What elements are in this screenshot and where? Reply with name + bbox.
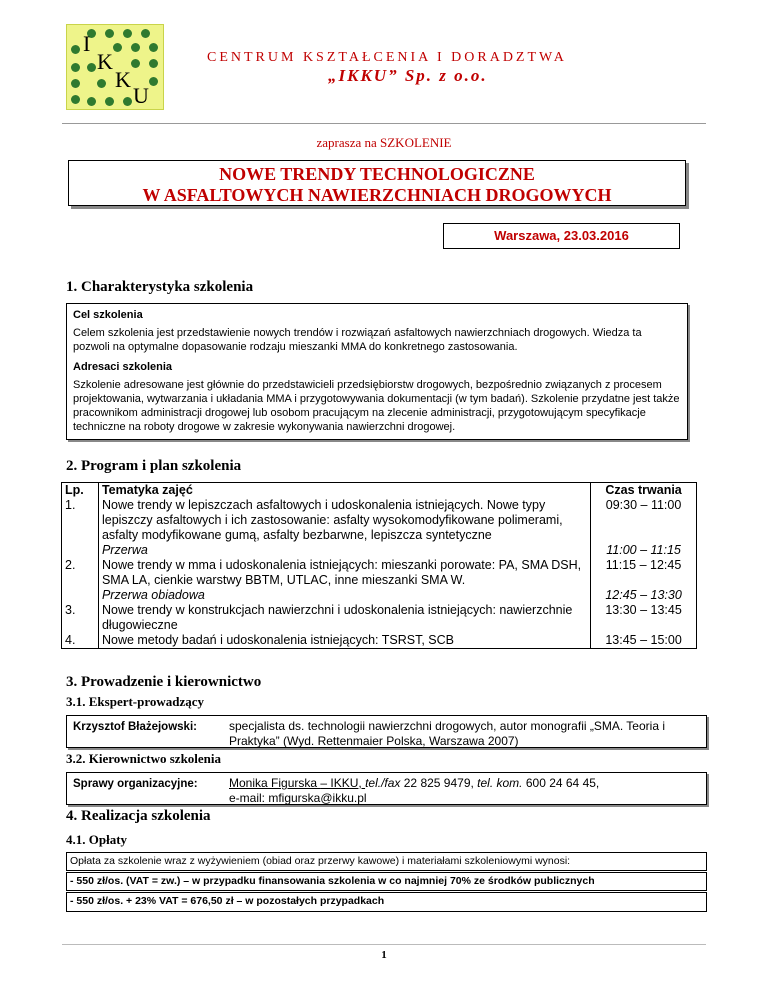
table-row bbox=[62, 603, 697, 633]
expert-description: specjalista ds. technologii nawierzchni drogowych, autor monografii „SMA. Teoria i Praktyka” (Wyd. Rettenmaier Polska, Warszawa 2007) bbox=[229, 719, 665, 748]
subsection-heading-expert: 3.1. Ekspert-prowadzący bbox=[66, 694, 205, 709]
table-row bbox=[62, 588, 697, 603]
table-row bbox=[62, 498, 697, 543]
contact-company: – IKKU, bbox=[320, 776, 366, 790]
contact-email: e-mail: mfigurska@ikku.pl bbox=[229, 791, 367, 805]
section-heading-realization: 4. Realizacja szkolenia bbox=[66, 808, 211, 824]
training-title-line2: W ASFALTOWYCH NAWIERZCHNIACH DROGOWYCH bbox=[142, 185, 612, 205]
management-box bbox=[66, 772, 707, 805]
contact-kom-label: tel. kom. bbox=[477, 776, 523, 790]
header-divider bbox=[62, 123, 706, 124]
row-time: 13:30 – 13:45 bbox=[591, 603, 697, 633]
row-topic: Przerwa bbox=[98, 543, 590, 558]
logo-letter-k2: K bbox=[115, 67, 131, 92]
column-header-lp: Lp. bbox=[62, 483, 99, 499]
row-time: 13:45 – 15:00 bbox=[591, 633, 697, 649]
training-title-line1: NOWE TRENDY TECHNOLOGICZNE bbox=[219, 164, 535, 184]
training-date: Warszawa, 23.03.2016 bbox=[443, 223, 680, 249]
expert-name: Krzysztof Błażejowski: bbox=[73, 721, 197, 733]
section-heading-leadership: 3. Prowadzenie i kierownictwo bbox=[66, 674, 262, 690]
characteristics-box bbox=[66, 303, 688, 440]
row-time: 11:15 – 12:45 bbox=[591, 558, 697, 588]
page-number: 1 bbox=[381, 949, 387, 961]
fee-intro: Opłata za szkolenie wraz z wyżywieniem (obiad oraz przerwy kawowe) i materiałami szkoleniowymi wynosi: bbox=[66, 852, 707, 871]
footer-divider bbox=[62, 944, 706, 945]
row-lp: 1. bbox=[62, 498, 99, 543]
row-time: 12:45 – 13:30 bbox=[591, 588, 697, 603]
logo-letter-u: U bbox=[133, 83, 149, 108]
table-header-row bbox=[62, 483, 697, 499]
column-header-topic: Tematyka zajęć bbox=[98, 483, 590, 499]
row-topic: Nowe trendy w konstrukcjach nawierzchni i udoskonalenia istniejących: nawierzchnie długowieczne bbox=[98, 603, 590, 633]
row-topic: Nowe metody badań i udoskonalenia istniejących: TSRST, SCB bbox=[98, 633, 590, 649]
row-lp: 2. bbox=[62, 558, 99, 588]
contact-info bbox=[229, 776, 699, 806]
row-topic: Przerwa obiadowa bbox=[98, 588, 590, 603]
organization-name: CENTRUM KSZTAŁCENIA I DORADZTWA bbox=[207, 50, 567, 65]
fee-other: - 550 zł/os. + 23% VAT = 676,50 zł – w pozostałych przypadkach bbox=[66, 892, 707, 912]
subsection-heading-management: 3.2. Kierownictwo szkolenia bbox=[66, 751, 222, 766]
organization-subtitle: „IKKU” Sp. z o.o. bbox=[328, 66, 488, 85]
logo-letter-i: I bbox=[83, 31, 91, 56]
goal-label: Cel szkolenia bbox=[73, 309, 143, 321]
table-row bbox=[62, 543, 697, 558]
row-time: 11:00 – 11:15 bbox=[591, 543, 697, 558]
expert-box bbox=[66, 715, 707, 748]
audience-label: Adresaci szkolenia bbox=[73, 361, 173, 373]
logo-letter-k1: K bbox=[97, 49, 113, 74]
contact-tel-label: tel./fax bbox=[365, 776, 401, 790]
contact-kom: 600 24 64 45, bbox=[522, 776, 600, 790]
section-heading-characteristics: 1. Charakterystyka szkolenia bbox=[66, 279, 254, 295]
company-logo bbox=[66, 24, 164, 110]
table-row bbox=[62, 558, 697, 588]
row-topic: Nowe trendy w lepiszczach asfaltowych i udoskonalenia istniejących. Nowe typy lepiszczy asfaltowych i ich zastosowanie: asfalty wysokomodyfikowane polimerami, asfalty modyfikowane gumą, asfalty bezbarwne, lepiszcza syntetyczne bbox=[98, 498, 590, 543]
row-topic: Nowe trendy w mma i udoskonalenia istniejących: mieszanki porowate: PA, SMA DSH, SMA LA, cienkie warstwy BBTM, UTLAC, inne mieszanki SMA W. bbox=[98, 558, 590, 588]
row-lp bbox=[62, 543, 99, 558]
row-time: 09:30 – 11:00 bbox=[591, 498, 697, 543]
column-header-time: Czas trwania bbox=[591, 483, 697, 499]
subsection-heading-fees: 4.1. Opłaty bbox=[66, 832, 128, 847]
training-title-box bbox=[68, 160, 686, 206]
organizational-label: Sprawy organizacyjne: bbox=[73, 778, 198, 790]
row-lp bbox=[62, 588, 99, 603]
invite-text: zaprasza na SZKOLENIE bbox=[316, 135, 452, 150]
fee-public: - 550 zł/os. (VAT = zw.) – w przypadku finansowania szkolenia w co najmniej 70% ze środków publicznych bbox=[66, 872, 707, 891]
row-lp: 3. bbox=[62, 603, 99, 633]
audience-text: Szkolenie adresowane jest głównie do przedstawicieli przedsiębiorstw drogowych, bezpośrednio związanych z procesem projektowania, wytwarzania i układania MMA i przygotowywania dokumentacji (w tym badań). Szkolenie przydatne jest także pracownikom administracji drogowej lub osobom pracującym na zlecenie administracji, przygotowującym specyfikacje techniczne na roboty drogowe w zakresie wykonywania nawierzchni drogowej. bbox=[73, 379, 680, 433]
row-lp: 4. bbox=[62, 633, 99, 649]
table-row bbox=[62, 633, 697, 649]
goal-text: Celem szkolenia jest przedstawienie nowych trendów i rozwiązań asfaltowych nawierzchniach drogowych. Wiedza ta pozwoli na optymalne dopasowanie rodzaju mieszanki MMA do konkretnego zastosowania. bbox=[73, 327, 642, 353]
program-table bbox=[61, 482, 697, 649]
section-heading-program: 2. Program i plan szkolenia bbox=[66, 458, 242, 474]
contact-tel: 22 825 9479, bbox=[400, 776, 478, 790]
contact-name: Monika Figurska bbox=[229, 776, 321, 790]
